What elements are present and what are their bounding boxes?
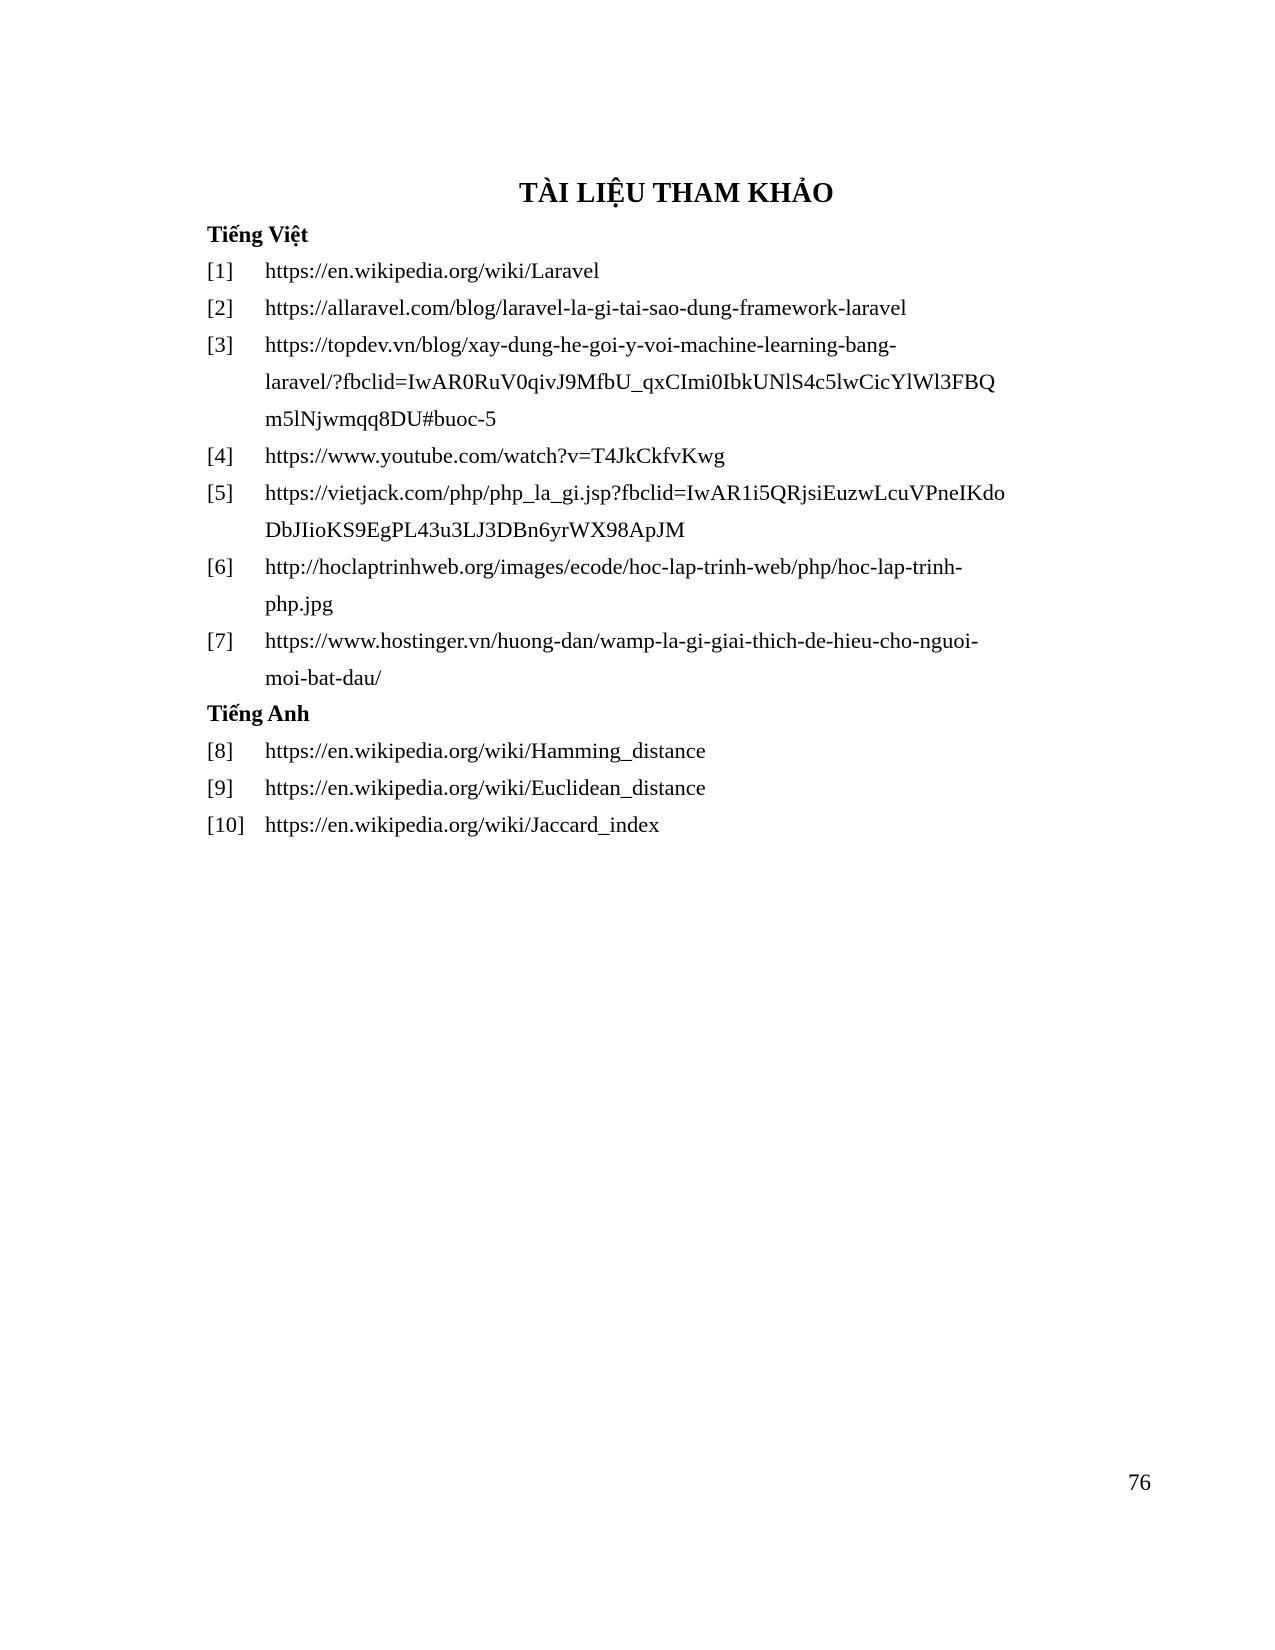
- reference-number: [4]: [207, 443, 234, 468]
- reference-number: [5]: [207, 480, 234, 505]
- reference-number: [1]: [207, 258, 234, 283]
- reference-link[interactable]: http://hoclaptrinhweb.org/images/ecode/hoc-lap-trinh-web/php/hoc-lap-trinh-: [265, 554, 963, 579]
- reference-link[interactable]: https://topdev.vn/blog/xay-dung-he-goi-y-voi-machine-learning-bang-: [265, 332, 897, 357]
- reference-link[interactable]: https://en.wikipedia.org/wiki/Euclidean_distance: [265, 775, 706, 800]
- reference-number: [7]: [207, 628, 234, 653]
- reference-number: [6]: [207, 554, 234, 579]
- reference-link-continued[interactable]: laravel/?fbclid=IwAR0RuV0qivJ9MfbU_qxCImi0IbkUNlS4c5lwCicYlWl3FBQ: [265, 369, 996, 394]
- section-heading-english: Tiếng Anh: [207, 701, 310, 726]
- page-number: 76: [1128, 1470, 1151, 1495]
- reference-link-continued[interactable]: DbJIioKS9EgPL43u3LJ3DBn6yrWX98ApJM: [265, 517, 686, 542]
- reference-number: [3]: [207, 332, 234, 357]
- page-title: TÀI LIỆU THAM KHẢO: [518, 178, 835, 209]
- reference-link[interactable]: https://en.wikipedia.org/wiki/Jaccard_index: [265, 812, 660, 837]
- section-heading-vietnamese: Tiếng Việt: [207, 222, 309, 247]
- reference-link[interactable]: https://www.hostinger.vn/huong-dan/wamp-la-gi-giai-thich-de-hieu-cho-nguoi-: [265, 628, 979, 653]
- reference-link[interactable]: https://www.youtube.com/watch?v=T4JkCkfvKwg: [265, 443, 725, 468]
- reference-link-continued[interactable]: m5lNjwmqq8DU#buoc-5: [265, 406, 497, 431]
- reference-link-continued[interactable]: php.jpg: [265, 591, 334, 616]
- reference-link[interactable]: https://allaravel.com/blog/laravel-la-gi-tai-sao-dung-framework-laravel: [265, 295, 907, 320]
- reference-link[interactable]: https://en.wikipedia.org/wiki/Laravel: [265, 258, 600, 283]
- reference-link[interactable]: https://vietjack.com/php/php_la_gi.jsp?fbclid=IwAR1i5QRjsiEuzwLcuVPneIKdo: [265, 480, 1006, 505]
- reference-number: [10]: [207, 812, 245, 837]
- reference-link-continued[interactable]: moi-bat-dau/: [265, 665, 382, 690]
- reference-number: [2]: [207, 295, 234, 320]
- reference-link[interactable]: https://en.wikipedia.org/wiki/Hamming_distance: [265, 738, 706, 763]
- reference-number: [9]: [207, 775, 234, 800]
- reference-number: [8]: [207, 738, 234, 763]
